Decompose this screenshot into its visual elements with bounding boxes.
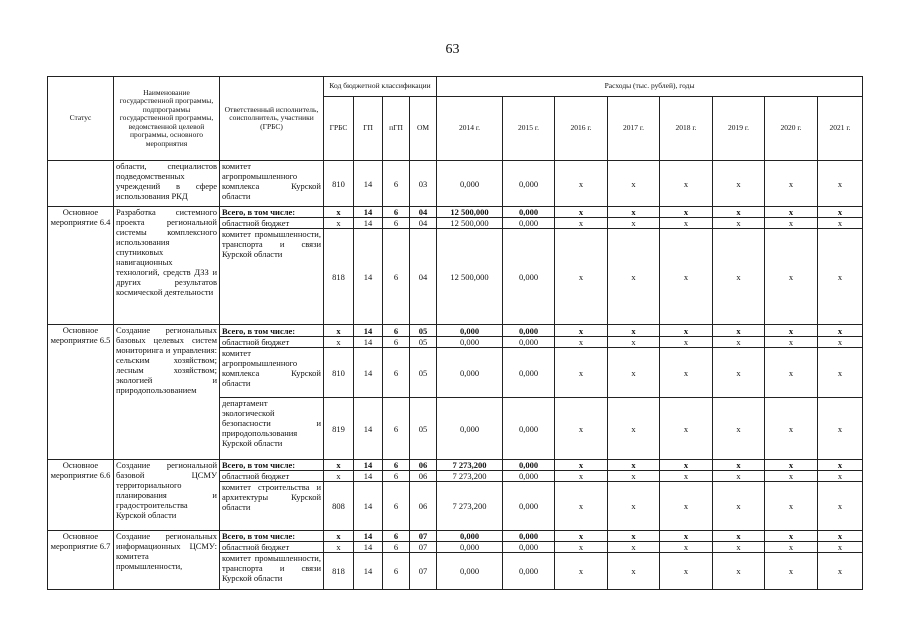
responsible-cell: комитет агропромышленного комплекса Курской области <box>220 348 324 398</box>
value-cell: x <box>713 542 765 553</box>
value-cell: x <box>713 482 765 531</box>
value-cell: x <box>660 482 713 531</box>
code-cell: 6 <box>383 218 410 229</box>
header-year: 2016 г. <box>555 97 608 161</box>
value-cell: 0,000 <box>437 337 503 348</box>
value-cell: 0,000 <box>503 337 555 348</box>
value-cell: x <box>555 553 608 590</box>
responsible-cell: Всего, в том числе: <box>220 531 324 542</box>
header-code-group: Код бюджетной классификации <box>324 77 437 97</box>
header-name: Наименование государственной программы, подпрограммы государственной программы, ведомственной целевой программы, основного мероприятия <box>114 77 220 161</box>
code-cell: 14 <box>354 553 383 590</box>
value-cell: x <box>818 229 863 325</box>
value-cell: 0,000 <box>503 325 555 337</box>
value-cell: x <box>555 161 608 207</box>
value-cell: x <box>713 161 765 207</box>
value-cell: x <box>555 325 608 337</box>
code-cell: 6 <box>383 398 410 460</box>
responsible-cell: областной бюджет <box>220 337 324 348</box>
value-cell: 7 273,200 <box>437 460 503 471</box>
code-cell: x <box>324 325 354 337</box>
value-cell: x <box>608 398 660 460</box>
value-cell: x <box>765 553 818 590</box>
code-cell: x <box>324 337 354 348</box>
code-cell: 07 <box>410 542 437 553</box>
responsible-cell: Всего, в том числе: <box>220 207 324 218</box>
value-cell: x <box>555 398 608 460</box>
header-year: 2015 г. <box>503 97 555 161</box>
value-cell: 0,000 <box>503 460 555 471</box>
value-cell: 0,000 <box>503 348 555 398</box>
code-cell: 6 <box>383 531 410 542</box>
code-cell: 14 <box>354 482 383 531</box>
code-cell: 819 <box>324 398 354 460</box>
value-cell: x <box>555 482 608 531</box>
header-code: пГП <box>383 97 410 161</box>
value-cell: 0,000 <box>503 531 555 542</box>
value-cell: x <box>608 337 660 348</box>
value-cell: 0,000 <box>437 161 503 207</box>
header-year: 2017 г. <box>608 97 660 161</box>
code-cell: 05 <box>410 398 437 460</box>
value-cell: x <box>555 229 608 325</box>
header-year: 2019 г. <box>713 97 765 161</box>
header-year: 2014 г. <box>437 97 503 161</box>
code-cell: 6 <box>383 482 410 531</box>
value-cell: x <box>608 553 660 590</box>
value-cell: 7 273,200 <box>437 482 503 531</box>
value-cell: x <box>818 398 863 460</box>
value-cell: 12 500,000 <box>437 207 503 218</box>
value-cell: 0,000 <box>503 482 555 531</box>
code-cell: 6 <box>383 325 410 337</box>
value-cell: x <box>660 325 713 337</box>
value-cell: 0,000 <box>437 553 503 590</box>
code-cell: 03 <box>410 161 437 207</box>
value-cell: x <box>660 471 713 482</box>
value-cell: 0,000 <box>503 398 555 460</box>
value-cell: x <box>713 553 765 590</box>
code-cell: x <box>324 542 354 553</box>
budget-table <box>47 76 863 590</box>
code-cell: 808 <box>324 482 354 531</box>
value-cell: x <box>660 161 713 207</box>
value-cell: x <box>608 471 660 482</box>
value-cell: x <box>765 460 818 471</box>
code-cell: 6 <box>383 207 410 218</box>
value-cell: x <box>818 337 863 348</box>
code-cell: 05 <box>410 337 437 348</box>
value-cell: x <box>608 325 660 337</box>
value-cell: x <box>555 207 608 218</box>
code-cell: 818 <box>324 229 354 325</box>
value-cell: x <box>713 460 765 471</box>
responsible-cell: областной бюджет <box>220 542 324 553</box>
value-cell: x <box>765 229 818 325</box>
value-cell: x <box>765 471 818 482</box>
responsible-cell: комитет промышленности, транспорта и связи Курской области <box>220 553 324 590</box>
code-cell: 14 <box>354 337 383 348</box>
value-cell: x <box>818 207 863 218</box>
value-cell: x <box>555 471 608 482</box>
value-cell: x <box>608 531 660 542</box>
code-cell: 07 <box>410 553 437 590</box>
measure-status: Основное мероприятие 6.6 <box>48 460 114 531</box>
value-cell: x <box>660 207 713 218</box>
value-cell: 0,000 <box>437 531 503 542</box>
value-cell: 7 273,200 <box>437 471 503 482</box>
header-expenses-group: Расходы (тыс. рублей), годы <box>437 77 863 97</box>
value-cell: x <box>765 207 818 218</box>
value-cell: x <box>713 398 765 460</box>
responsible-cell: комитет агропромышленного комплекса Курской области <box>220 161 324 207</box>
value-cell: x <box>765 348 818 398</box>
measure-status: Основное мероприятие 6.7 <box>48 531 114 590</box>
value-cell: 0,000 <box>437 542 503 553</box>
page-number: 63 <box>445 42 460 57</box>
value-cell: x <box>660 398 713 460</box>
code-cell: 04 <box>410 207 437 218</box>
responsible-cell: областной бюджет <box>220 218 324 229</box>
measure-status: Основное мероприятие 6.5 <box>48 325 114 460</box>
value-cell: x <box>765 482 818 531</box>
code-cell: 6 <box>383 337 410 348</box>
code-cell: 04 <box>410 229 437 325</box>
header-responsible: Ответственный исполнитель, соисполнитель, участники (ГРБС) <box>220 77 324 161</box>
code-cell: 14 <box>354 325 383 337</box>
responsible-cell: комитет строительства и архитектуры Курской области <box>220 482 324 531</box>
value-cell: x <box>818 348 863 398</box>
value-cell: x <box>713 471 765 482</box>
value-cell: x <box>765 398 818 460</box>
value-cell: 12 500,000 <box>437 229 503 325</box>
value-cell: x <box>660 460 713 471</box>
measure-name: Создание региональных информационных ЦСМУ: комитета промышленности, <box>114 531 220 590</box>
code-cell: 14 <box>354 460 383 471</box>
value-cell: x <box>713 531 765 542</box>
code-cell: x <box>324 531 354 542</box>
value-cell: x <box>660 218 713 229</box>
value-cell: x <box>818 482 863 531</box>
code-cell: 06 <box>410 482 437 531</box>
code-cell: x <box>324 460 354 471</box>
value-cell: x <box>713 207 765 218</box>
value-cell: x <box>608 460 660 471</box>
value-cell: 0,000 <box>503 542 555 553</box>
code-cell: 6 <box>383 542 410 553</box>
header-code: ГП <box>354 97 383 161</box>
responsible-cell: комитет промышленности, транспорта и связи Курской области <box>220 229 324 325</box>
value-cell: x <box>608 542 660 553</box>
header-year: 2021 г. <box>818 97 863 161</box>
value-cell: 0,000 <box>503 553 555 590</box>
value-cell: 12 500,000 <box>437 218 503 229</box>
value-cell: 0,000 <box>437 348 503 398</box>
value-cell: x <box>818 542 863 553</box>
value-cell: x <box>713 325 765 337</box>
value-cell: x <box>765 542 818 553</box>
value-cell: x <box>818 325 863 337</box>
value-cell: x <box>713 229 765 325</box>
measure-status: Основное мероприятие 6.4 <box>48 207 114 325</box>
code-cell: 05 <box>410 325 437 337</box>
code-cell: 06 <box>410 460 437 471</box>
code-cell: 07 <box>410 531 437 542</box>
code-cell: 14 <box>354 218 383 229</box>
header-status: Статус <box>48 77 114 161</box>
value-cell: x <box>608 229 660 325</box>
code-cell: 04 <box>410 218 437 229</box>
code-cell: 810 <box>324 161 354 207</box>
measure-name: Создание региональных базовых целевых систем мониторинга и управления: сельским хозяйством; лесным хозяйством; экологией и природопользованием <box>114 325 220 460</box>
value-cell: x <box>713 218 765 229</box>
code-cell: 818 <box>324 553 354 590</box>
value-cell: x <box>555 337 608 348</box>
code-cell: 06 <box>410 471 437 482</box>
value-cell: x <box>608 207 660 218</box>
measure-name: Создание региональной базовой ЦСМУ территориального планирования и градостроительства Курской области <box>114 460 220 531</box>
value-cell: x <box>818 218 863 229</box>
code-cell: 6 <box>383 460 410 471</box>
value-cell: x <box>660 337 713 348</box>
value-cell: 0,000 <box>503 207 555 218</box>
value-cell: x <box>555 218 608 229</box>
value-cell: x <box>713 337 765 348</box>
responsible-cell: Всего, в том числе: <box>220 460 324 471</box>
value-cell: x <box>818 471 863 482</box>
value-cell: 0,000 <box>503 471 555 482</box>
value-cell: x <box>608 218 660 229</box>
value-cell: 0,000 <box>503 229 555 325</box>
code-cell: 14 <box>354 348 383 398</box>
code-cell: 6 <box>383 348 410 398</box>
status-cell <box>48 161 114 207</box>
responsible-cell: областной бюджет <box>220 471 324 482</box>
value-cell: x <box>555 348 608 398</box>
table-row <box>48 531 863 542</box>
value-cell: x <box>660 542 713 553</box>
code-cell: 05 <box>410 348 437 398</box>
code-cell: 14 <box>354 398 383 460</box>
value-cell: x <box>765 337 818 348</box>
table-row <box>48 460 863 471</box>
header-code: ГРБС <box>324 97 354 161</box>
value-cell: x <box>660 553 713 590</box>
value-cell: x <box>555 460 608 471</box>
code-cell: 14 <box>354 531 383 542</box>
value-cell: x <box>660 531 713 542</box>
header-year: 2020 г. <box>765 97 818 161</box>
table-row <box>48 325 863 337</box>
value-cell: x <box>608 482 660 531</box>
code-cell: x <box>324 471 354 482</box>
value-cell: x <box>818 161 863 207</box>
code-cell: 6 <box>383 161 410 207</box>
code-cell: 14 <box>354 161 383 207</box>
table-row <box>48 207 863 218</box>
value-cell: x <box>818 553 863 590</box>
responsible-cell: Всего, в том числе: <box>220 325 324 337</box>
value-cell: 0,000 <box>437 398 503 460</box>
value-cell: x <box>713 348 765 398</box>
value-cell: x <box>555 531 608 542</box>
code-cell: 14 <box>354 542 383 553</box>
value-cell: 0,000 <box>437 325 503 337</box>
value-cell: x <box>818 460 863 471</box>
table-row <box>48 161 863 207</box>
code-cell: 14 <box>354 229 383 325</box>
responsible-cell: департамент экологической безопасности и природопользования Курской области <box>220 398 324 460</box>
value-cell: x <box>660 229 713 325</box>
code-cell: 6 <box>383 471 410 482</box>
value-cell: x <box>818 531 863 542</box>
code-cell: 14 <box>354 207 383 218</box>
code-cell: 14 <box>354 471 383 482</box>
name-cell: области, специалистов подведомственных учреждений в сфере использования РКД <box>114 161 220 207</box>
value-cell: x <box>765 161 818 207</box>
code-cell: 810 <box>324 348 354 398</box>
value-cell: x <box>555 542 608 553</box>
value-cell: x <box>765 325 818 337</box>
value-cell: x <box>660 348 713 398</box>
value-cell: x <box>608 348 660 398</box>
code-cell: 6 <box>383 229 410 325</box>
code-cell: 6 <box>383 553 410 590</box>
value-cell: x <box>765 218 818 229</box>
code-cell: x <box>324 218 354 229</box>
value-cell: x <box>608 161 660 207</box>
value-cell: 0,000 <box>503 218 555 229</box>
value-cell: x <box>765 531 818 542</box>
header-code: ОМ <box>410 97 437 161</box>
header-year: 2018 г. <box>660 97 713 161</box>
code-cell: x <box>324 207 354 218</box>
table-body <box>48 161 863 590</box>
value-cell: 0,000 <box>503 161 555 207</box>
measure-name: Разработка системного проекта региональной системы комплексного использования спутниковых навигационных технологий, средств ДЗЗ и других результатов космической деятельности <box>114 207 220 325</box>
